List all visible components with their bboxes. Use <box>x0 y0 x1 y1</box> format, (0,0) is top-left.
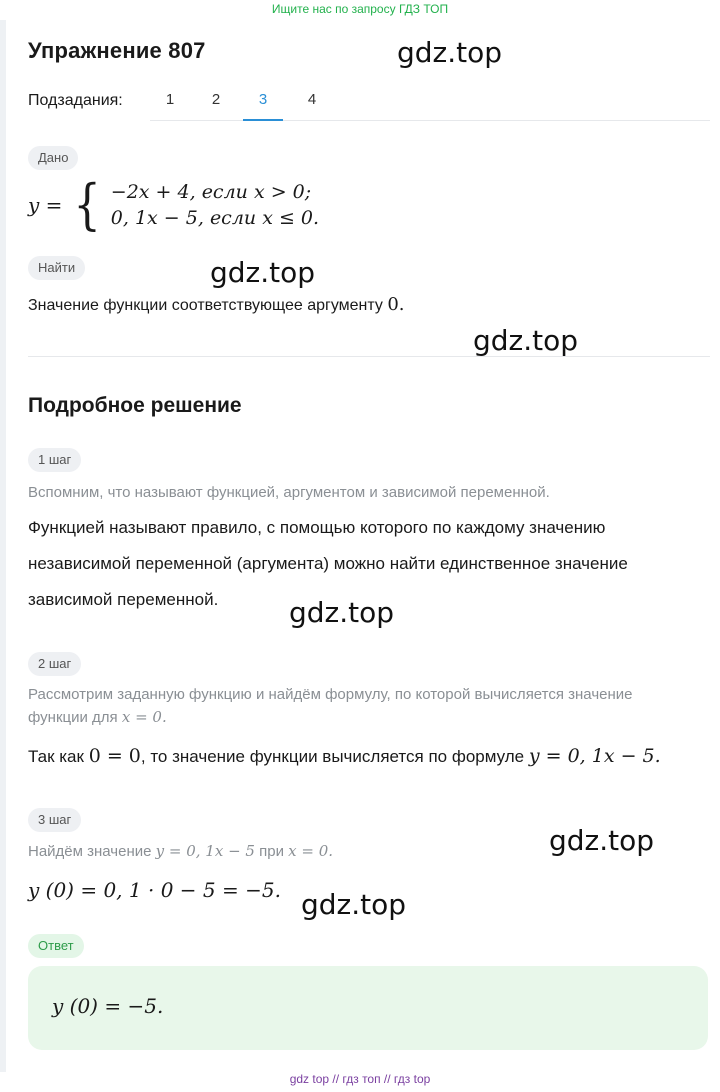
case-2-word: если <box>209 207 257 229</box>
answer-chip: Ответ <box>28 934 84 958</box>
divider <box>28 356 710 357</box>
tab-2[interactable]: 2 <box>211 91 221 108</box>
tab-4[interactable]: 4 <box>307 91 317 108</box>
step-3-chip: 3 шаг <box>28 808 81 832</box>
find-value: 0. <box>387 294 405 315</box>
watermark: gdz.top <box>301 888 407 921</box>
given-lhs: y = <box>28 193 63 217</box>
case-2 <box>111 205 319 231</box>
step-1-line-2: независимой переменной (аргумента) можно найти единственное значение <box>28 554 628 573</box>
step-2-math-a: 0 = 0 <box>88 745 141 767</box>
case-1-cond: x > 0; <box>253 181 312 203</box>
step-3-hint-math-b: x = 0. <box>288 842 334 860</box>
step-2-hint-math: x = 0. <box>121 708 167 726</box>
top-banner[interactable]: Ищите нас по запросу ГДЗ ТОП <box>271 2 449 16</box>
step-1-hint: Вспомним, что называют функцией, аргументом и зависимой переменной. <box>28 484 550 501</box>
find-label: Значение функции соответствующее аргументу <box>28 297 383 314</box>
step-3-calc: y (0) = 0, 1 · 0 − 5 = −5. <box>28 878 281 902</box>
step-2-text-a: Так как <box>28 747 84 766</box>
page-title: Упражнение 807 <box>28 38 206 63</box>
brace-icon: { <box>73 173 102 236</box>
watermark: gdz.top <box>549 824 655 857</box>
solution-title: Подробное решение <box>28 394 242 417</box>
tab-3[interactable]: 3 <box>243 82 283 121</box>
step-3-hint-math-a: y = 0, 1x − 5 <box>155 842 255 860</box>
watermark: gdz.top <box>210 256 316 289</box>
answer-value: y (0) = −5. <box>52 994 164 1018</box>
case-2-expr: 0, 1x − 5, <box>110 207 204 229</box>
subtasks-label: Подзадания: <box>28 92 123 109</box>
step-1-chip: 1 шаг <box>28 448 81 472</box>
step-2-math-b: y = 0, 1x − 5. <box>528 745 661 767</box>
answer-box <box>28 966 708 1050</box>
step-2-text <box>28 738 661 775</box>
step-2-chip: 2 шаг <box>28 652 81 676</box>
watermark: gdz.top <box>289 596 395 629</box>
step-2-hint-line-1: Рассмотрим заданную функцию и найдём формулу, по которой вычисляется значение <box>28 686 633 703</box>
case-1-expr: −2x + 4, <box>110 181 196 203</box>
watermark: gdz.top <box>473 324 579 357</box>
step-2-hint-line-2 <box>28 708 167 726</box>
case-1 <box>111 179 319 205</box>
find-text <box>28 294 405 315</box>
cases <box>111 179 319 231</box>
find-chip: Найти <box>28 256 85 280</box>
case-2-cond: x ≤ 0. <box>262 207 320 229</box>
step-1-line-3: зависимой переменной. <box>28 590 219 609</box>
tab-1[interactable]: 1 <box>165 91 175 108</box>
step-2-hint-text: функции для <box>28 709 118 726</box>
step-3-hint-b: при <box>259 843 284 860</box>
given-chip: Дано <box>28 146 78 170</box>
footer-links[interactable]: gdz top // гдз топ // гдз top <box>289 1072 431 1086</box>
step-3-hint <box>28 842 333 860</box>
given-formula <box>28 173 320 236</box>
step-1-line-1: Функцией называют правило, с помощью которого по каждому значению <box>28 518 606 537</box>
watermark: gdz.top <box>397 36 503 69</box>
case-1-word: если <box>201 181 248 203</box>
step-2-text-b: , то значение функции вычисляется по формуле <box>140 747 525 766</box>
step-3-hint-a: Найдём значение <box>28 843 152 860</box>
subtask-tabs <box>150 82 710 121</box>
